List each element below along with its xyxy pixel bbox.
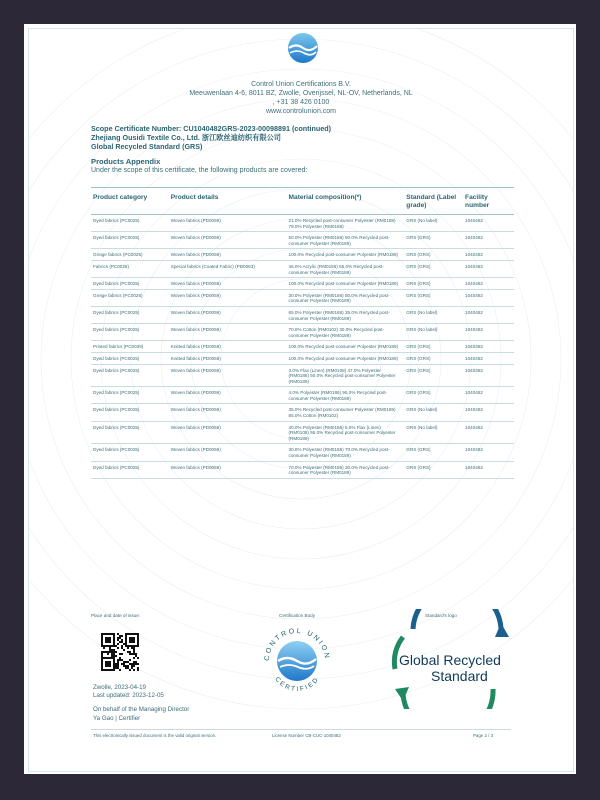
table-row (91, 341, 514, 353)
cell-facility-number: 1040482 (463, 461, 514, 478)
cell-product-details: Woven fabrics (PD0059) (169, 444, 287, 461)
cell-product-details: Woven fabrics (PD0059) (169, 289, 287, 306)
cell-product-category: Dyed fabrics (PC0025) (91, 364, 169, 387)
cell-material-composition: 100.0% Recycled post-consumer Polyester (RM0189) (287, 352, 405, 364)
table-row (91, 387, 514, 404)
cell-product-category: Dyed fabrics (PC0025) (91, 421, 169, 444)
cell-product-details: Woven fabrics (PD0059) (169, 364, 287, 387)
cell-product-category: Dyed fabrics (PC0025) (91, 444, 169, 461)
cell-standard: GRS (GRS) (404, 232, 463, 249)
header-phone: , +31 38 426 0100 (272, 99, 330, 106)
table-row (91, 461, 514, 478)
table-row (91, 444, 514, 461)
cell-standard: GRS (GRS) (404, 249, 463, 261)
cell-material-composition: 4.0% Polyester (RM0186) 96.0% Recycled post-consumer Polyester (RM0189) (287, 387, 405, 404)
cell-product-details: Woven fabrics (PD0059) (169, 461, 287, 478)
on-behalf: On behalf of the Managing Director (93, 706, 190, 713)
cell-facility-number: 1040482 (463, 306, 514, 323)
cell-product-category: Printed fabrics (PC0039) (91, 341, 169, 353)
cell-material-composition: 21.0% Recycled post-consumer Polyester (RM0189) 79.0% Polyester (RM0186) (287, 215, 405, 232)
cell-facility-number: 1040482 (463, 289, 514, 306)
cell-facility-number: 1040482 (463, 324, 514, 341)
qr-code-icon (101, 633, 139, 671)
cell-standard: GRS (GRS) (404, 387, 463, 404)
scope-standard: Global Recycled Standard (GRS) (91, 142, 203, 151)
table-row (91, 260, 514, 277)
cell-product-details: Knitted fabrics (PD0058) (169, 352, 287, 364)
cell-material-composition: 35.0% Recycled post-consumer Polyester (RM0189) 65.0% Cotton (RM0102) (287, 404, 405, 421)
scope-certificate-number: Scope Certificate Number: CU1040482GRS-2023-00098891 (continued) (91, 124, 332, 133)
cell-material-composition: 30.0% Polyester (RM0186) 70.0% Recycled post-consumer Polyester (RM0189) (287, 444, 405, 461)
header-standard: Standard (Label grade) (404, 188, 463, 215)
table-row (91, 364, 514, 387)
table-row (91, 352, 514, 364)
appendix-subtitle: Under the scope of this certificate, the following products are covered: (91, 167, 308, 174)
table-row (91, 215, 514, 232)
cell-facility-number: 1040482 (463, 278, 514, 290)
cell-facility-number: 1040482 (463, 421, 514, 444)
cell-product-details: Special fabrics (Coated Fabric) (PD0063) (169, 260, 287, 277)
cell-product-details: Woven fabrics (PD0059) (169, 387, 287, 404)
table-header-row (91, 188, 514, 215)
cell-facility-number: 1040482 (463, 444, 514, 461)
footer-divider (91, 729, 511, 730)
cell-product-category: Dyed fabrics (PC0025) (91, 387, 169, 404)
cell-standard: GRS (GRS) (404, 461, 463, 478)
place-label: Place and date of issue: (91, 613, 141, 618)
cell-standard: GRS (GRS) (404, 341, 463, 353)
cell-product-category: Dyed fabrics (PC0025) (91, 215, 169, 232)
cell-material-composition: 70.0% Polyester (RM0186) 30.0% Recycled post-consumer Polyester (RM0189) (287, 461, 405, 478)
header-address: Meeuwenlaan 4-6, 8011 BZ, Zwolle, Overijssel, NL-OV, Netherlands, NL (189, 90, 413, 97)
table-row (91, 289, 514, 306)
header-product-details: Product details (169, 188, 287, 215)
cell-standard: GRS (No label) (404, 421, 463, 444)
cell-product-category: Dyed fabrics (PC0025) (91, 278, 169, 290)
cell-standard: GRS (GRS) (404, 444, 463, 461)
control-union-certified-seal-icon (255, 619, 339, 703)
cell-product-category: Dyed fabrics (PC0025) (91, 324, 169, 341)
cell-standard: GRS (No label) (404, 215, 463, 232)
license-number: License Number CB-CUC-1040482 (272, 733, 341, 738)
cell-material-composition: 3.0% Flax (Linen) (RM0108) 47.0% Polyester (RM0186) 50.0% Recycled post-consumer Polyester (RM0189) (287, 364, 405, 387)
cell-material-composition: 100.0% Recycled post-consumer Polyester (RM0189) (287, 278, 405, 290)
header-facility-number: Facility number (463, 188, 514, 215)
cell-facility-number: 1040482 (463, 232, 514, 249)
table-row (91, 421, 514, 444)
cell-material-composition: 50.0% Polyester (RM0186) 50.0% Recycled post-consumer Polyester (RM0189) (287, 232, 405, 249)
cell-product-category: Dyed fabrics (PC0025) (91, 306, 169, 323)
cell-material-composition: 30.0% Polyester (RM0186) 50.0% Recycled post-consumer Polyester (RM0189) (287, 289, 405, 306)
page-number: Page 2 / 3 (473, 733, 494, 738)
table-row (91, 404, 514, 421)
cell-material-composition: 40.0% Polyester (RM0186) 5.0% Flax (Linen) (RM0108) 55.0% Recycled post-consumer Polyester (RM0189) (287, 421, 405, 444)
place-date: Zwolle, 2023-04-19 (93, 684, 146, 691)
document-frame (24, 24, 576, 774)
cell-facility-number: 1040482 (463, 387, 514, 404)
header-product-category: Product category (91, 188, 169, 215)
cell-facility-number: 1040482 (463, 404, 514, 421)
table-row (91, 249, 514, 261)
certification-body-label: Certification Body (279, 613, 316, 618)
cell-facility-number: 1040482 (463, 341, 514, 353)
cell-material-composition: 45.0% Acrylic (RM0156) 55.0% Recycled post-consumer Polyester (RM0189) (287, 260, 405, 277)
svg-text:Standard: Standard (431, 668, 488, 684)
cell-product-category: Dyed fabrics (PC0025) (91, 461, 169, 478)
cell-facility-number: 1040482 (463, 352, 514, 364)
cell-material-composition: 70.0% Cotton (RM0102) 30.0% Recycled post-consumer Polyester (RM0189) (287, 324, 405, 341)
signer: Ya Gao | Certifier (93, 715, 141, 722)
cell-product-category: Greige fabrics (PC0026) (91, 289, 169, 306)
cell-product-details: Woven fabrics (PD0059) (169, 249, 287, 261)
cell-facility-number: 1040482 (463, 260, 514, 277)
cell-material-composition: 100.0% Recycled post-consumer Polyester (RM0189) (287, 341, 405, 353)
standards-logo-label: Standard's logo (425, 613, 457, 618)
cell-product-details: Woven fabrics (PD0059) (169, 232, 287, 249)
cell-product-category: Fabrics (PC0028) (91, 260, 169, 277)
cell-product-details: Woven fabrics (PD0059) (169, 215, 287, 232)
cell-product-details: Woven fabrics (PD0059) (169, 278, 287, 290)
cell-facility-number: 1040482 (463, 249, 514, 261)
cell-product-category: Dyed fabrics (PC0025) (91, 232, 169, 249)
last-updated: Last updated: 2023-12-05 (93, 692, 164, 699)
cell-standard: GRS (GRS) (404, 364, 463, 387)
header-material-composition: Material composition(*) (287, 188, 405, 215)
cell-product-details: Woven fabrics (PD0059) (169, 306, 287, 323)
cell-standard: GRS (No label) (404, 324, 463, 341)
cell-standard: GRS (GRS) (404, 289, 463, 306)
cell-standard: GRS (No label) (404, 306, 463, 323)
cell-facility-number: 1040482 (463, 364, 514, 387)
table-row (91, 278, 514, 290)
cell-standard: GRS (No label) (404, 404, 463, 421)
table-row (91, 306, 514, 323)
cell-product-details: Knitted fabrics (PD0058) (169, 341, 287, 353)
products-table (91, 187, 514, 479)
cell-product-details: Woven fabrics (PD0059) (169, 421, 287, 444)
header-web: www.controlunion.com (265, 108, 337, 115)
global-recycled-standard-logo-icon (373, 609, 519, 709)
cell-product-details: Woven fabrics (PD0059) (169, 404, 287, 421)
control-union-logo-icon (286, 31, 320, 65)
svg-text:CONTROL UNION: CONTROL UNION (263, 627, 331, 662)
header-org: Control Union Certifications B.V. (251, 81, 351, 88)
cell-facility-number: 1040482 (463, 215, 514, 232)
svg-text:Global Recycled: Global Recycled (399, 652, 501, 668)
cell-product-category: Dyed fabrics (PC0025) (91, 404, 169, 421)
cell-standard: GRS (GRS) (404, 278, 463, 290)
table-row (91, 324, 514, 341)
svg-text:CERTIFIED: CERTIFIED (273, 675, 321, 694)
cell-standard: GRS (GRS) (404, 260, 463, 277)
cell-product-details: Woven fabrics (PD0059) (169, 324, 287, 341)
cell-standard: GRS (GRS) (404, 352, 463, 364)
electronic-notice: This electronically issued document is the valid original version. (93, 733, 217, 738)
table-row (91, 232, 514, 249)
cell-material-composition: 65.0% Polyester (RM0186) 35.0% Recycled post-consumer Polyester (RM0189) (287, 306, 405, 323)
appendix-title: Products Appendix (91, 157, 161, 166)
cell-material-composition: 100.0% Recycled post-consumer Polyester (RM0189) (287, 249, 405, 261)
scope-company: Zhejiang Ousidi Textile Co., Ltd. 浙江欧丝迪纺织有限公司 (91, 133, 281, 142)
certificate-page (28, 28, 574, 772)
cell-product-category: Greige fabrics (PC0026) (91, 249, 169, 261)
cell-product-category: Dyed fabrics (PC0025) (91, 352, 169, 364)
